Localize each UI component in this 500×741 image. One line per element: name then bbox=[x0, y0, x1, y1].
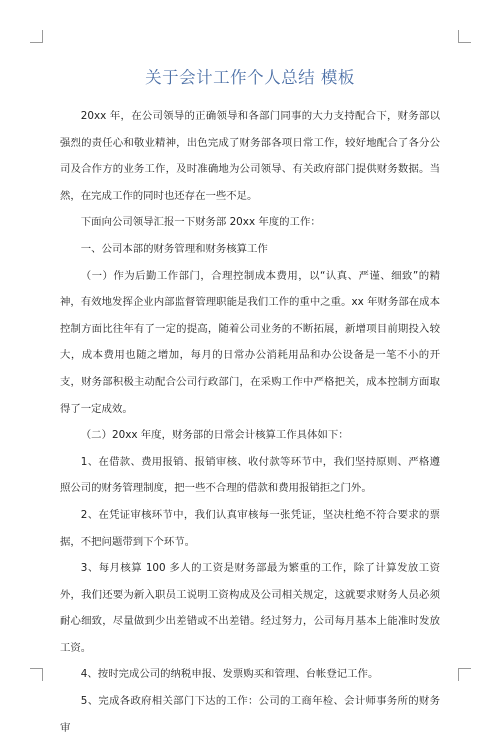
crop-mark-top-right bbox=[458, 30, 471, 43]
crop-mark-bottom-right bbox=[458, 668, 471, 681]
paragraph-report-lead: 下面向公司领导汇报一下财务部 20xx 年度的工作： bbox=[80, 216, 321, 229]
list-item-4: 4、按时完成公司的纳税申报、发票购买和管理、台帐登记工作。 bbox=[80, 668, 379, 681]
paragraph-daily-accounting: （二）20xx 年度，财务部的日常会计核算工作具体如下： bbox=[80, 429, 349, 442]
list-item-2: 2、在凭证审核环节中，我们认真审核每一张凭证，坚决杜绝不符合要求的票据，不把问题带到下个环节。 bbox=[60, 508, 440, 548]
section-heading-1: 一、公司本部的财务管理和财务核算工作 bbox=[80, 242, 268, 255]
crop-mark-bottom-left bbox=[30, 668, 43, 681]
crop-mark-top-left bbox=[30, 30, 43, 43]
paragraph-intro: 20xx 年，在公司领导的正确领导和各部门同事的大力支持配合下，财务部以强烈的责任心和敬业精神，出色完成了财务部各项日常工作，较好地配合了各分公司及合作方的业务工作，及时准确地为公司领导、有关政府部门提供财务数据。当然，在完成工作的同时也还存在一些不足。 bbox=[60, 110, 440, 202]
document-body bbox=[60, 103, 440, 741]
document-title: 关于会计工作个人总结 模板 bbox=[145, 68, 355, 87]
list-item-3: 3、每月核算 100 多人的工资是财务部最为繁重的工作，除了计算发放工资外，我们还要为新入职员工说明工资构成及公司相关规定，这就要求财务人员必须耐心细致，尽量做到少出差错或不出差错。经过努力，公司每月基本上能准时发放工资。 bbox=[60, 562, 440, 654]
list-item-1: 1、在借款、费用报销、报销审核、收付款等环节中，我们坚持原则、严格遵照公司的财务管理制度，把一些不合理的借款和费用报销拒之门外。 bbox=[60, 455, 440, 495]
list-item-5: 5、完成各政府相关部门下达的工作：公司的工商年检、会计师事务所的财务审 bbox=[60, 695, 440, 734]
paragraph-cost-control: （一）作为后勤工作部门，合理控制成本费用，以“认真、严谨、细致”的精神，有效地发挥企业内部监督管理职能是我们工作的重中之重。xx 年财务部在成本控制方面比往年有了一定的提高，随着公司业务的不断拓展，新增项目前期投入较大，成本费用也随之增加，每月的日常办公消耗用品和办公设备是一笔不小的开支，财务部积极主动配合公司行政部门，在采购工作中严格把关，成本控制方面取得了一定成效。 bbox=[60, 269, 440, 415]
